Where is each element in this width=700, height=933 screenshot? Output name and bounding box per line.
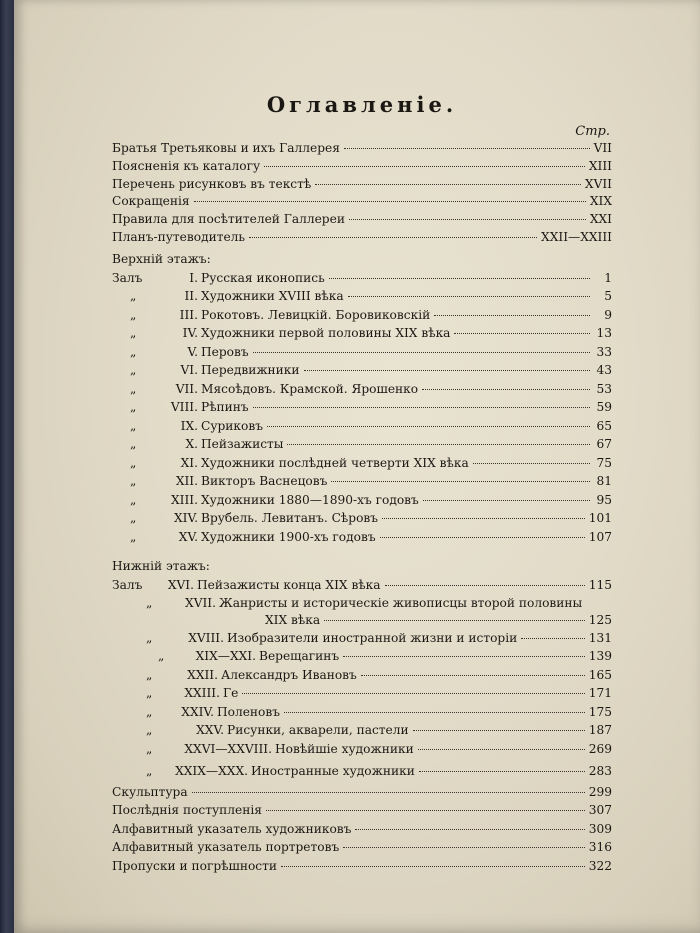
list-item[interactable]: „ XVIII. Изобразители иностранной жизни и исторiи 131 (146, 630, 612, 645)
entry-page: XIX (589, 194, 612, 209)
list-item[interactable]: „ IX. Суриковъ 65 (130, 418, 612, 433)
entry-page: XIII (588, 158, 612, 173)
list-item[interactable]: „ VII. Мясоѣдовъ. Крамской. Ярошенко 53 (130, 381, 612, 396)
list-item[interactable] (112, 158, 612, 176)
list-item[interactable]: „ V. Перовъ 33 (130, 344, 612, 359)
list-item[interactable]: Залъ I. Русская иконопись 1 (112, 270, 612, 285)
section-label-lower-floor: Нижнiй этажъ: (112, 559, 210, 574)
entry-page: XXII—XXIII (541, 229, 612, 244)
list-item[interactable]: „ XXII. Александръ Ивановъ 165 (146, 667, 612, 682)
list-item[interactable]: Залъ XVI. Пейзажисты конца XIX вѣка 115 (112, 578, 612, 593)
list-item[interactable] (112, 229, 612, 247)
list-item[interactable]: Алфавитный указатель художниковъ 309 (112, 821, 612, 836)
list-item[interactable]: „ XVII. Жанристы и историческiе живописцы второй половины (146, 595, 583, 610)
list-item[interactable]: „ III. Рокотовъ. Левицкiй. Боровиковскiй 9 (130, 307, 612, 322)
list-item[interactable]: „ XV. Художники 1900-хъ годовъ 107 (130, 529, 612, 544)
entry-title: Братья Третьяковы и ихъ Галлерея (112, 141, 340, 155)
list-item[interactable]: „ XXVI—XXVIII. Новѣйшiе художники 269 (146, 741, 612, 756)
entry-page: XVII (584, 176, 612, 191)
list-item[interactable]: „ XXV. Рисунки, акварели, пастели 187 (146, 723, 612, 738)
entry-title: Правила для посѣтителей Галлереи (112, 212, 345, 227)
list-item[interactable]: „ VIII. Рѣпинъ 59 (130, 400, 612, 415)
entry-title: Планъ-путеводитель (112, 229, 246, 244)
book-page (14, 0, 700, 933)
table-of-contents (112, 92, 612, 875)
list-item[interactable] (112, 211, 612, 229)
entry-title: Поясненiя къ каталогу (112, 158, 261, 173)
upper-floor-list (112, 269, 612, 547)
list-item[interactable]: XIX вѣка 125 (265, 612, 612, 627)
list-item[interactable]: „ XXIII. Ге 171 (146, 686, 612, 701)
list-item[interactable]: „ II. Художники XVIII вѣка 5 (130, 289, 612, 304)
list-item[interactable]: „ XII. Викторъ Васнецовъ 81 (130, 474, 612, 489)
front-matter-list (112, 140, 612, 247)
back-matter-list (112, 783, 612, 876)
entry-page: VII (593, 141, 612, 155)
section-label-upper-floor: Верхнiй этажъ: (112, 251, 211, 266)
list-item[interactable] (112, 193, 612, 211)
entry-title: Перечень рисунковъ въ текстѣ (112, 176, 312, 191)
list-item[interactable]: „ VI. Передвижники 43 (130, 363, 612, 378)
lower-floor-list (112, 576, 612, 781)
list-item[interactable]: „ XI. Художники послѣдней четверти XIX вѣка 75 (130, 455, 612, 470)
list-item[interactable]: Послѣднiя поступленiя 307 (112, 803, 612, 818)
list-item[interactable] (112, 140, 612, 158)
entry-page: XXI (589, 212, 612, 227)
list-item[interactable]: „ XXIV. Поленовъ 175 (146, 704, 612, 719)
list-item[interactable]: „ XXIX—XXX. Иностранные художники 283 (146, 764, 612, 779)
list-item[interactable]: „ XIX—XXI. Верещагинъ 139 (158, 649, 612, 664)
page-title: Оглавленiе. (266, 92, 458, 117)
list-item[interactable]: Скульптура 299 (112, 784, 612, 799)
list-item[interactable]: Алфавитный указатель портретовъ 316 (112, 840, 612, 855)
list-item[interactable]: „ IV. Художники первой половины XIX вѣка 13 (130, 326, 612, 341)
list-item[interactable]: „ XIV. Врубель. Левитанъ. Сѣровъ 101 (130, 511, 612, 526)
list-item[interactable]: Пропуски и погрѣшности 322 (112, 858, 612, 873)
entry-title: Сокращенiя (112, 194, 190, 209)
list-item[interactable] (112, 176, 612, 194)
list-item[interactable]: „ X. Пейзажисты 67 (130, 437, 612, 452)
page-column-label: Стр. (575, 124, 610, 139)
list-item[interactable]: „ XIII. Художники 1880—1890-хъ годовъ 95 (130, 492, 612, 507)
